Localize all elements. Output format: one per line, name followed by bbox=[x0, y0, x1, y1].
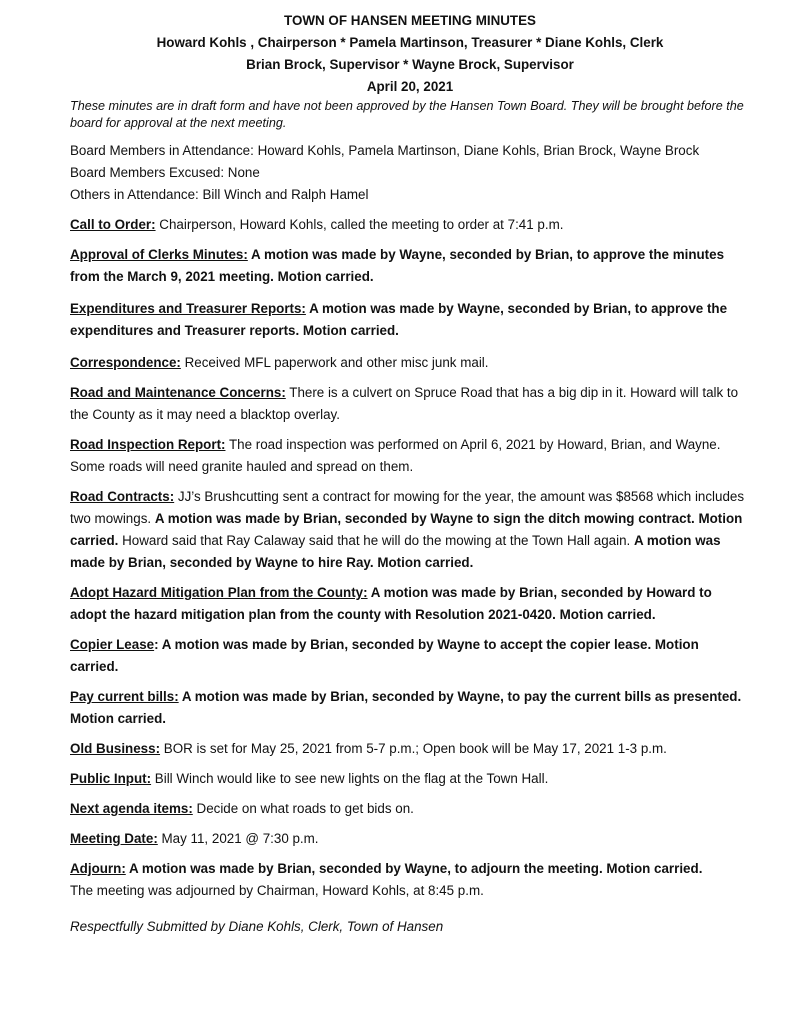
section-label: Call to Order: bbox=[70, 217, 156, 232]
section-road-maintenance bbox=[70, 382, 750, 426]
section-text: The road inspection was performed on April 6, 2021 by Howard, Brian, and Wayne. Some roads will need granite hauled and spread on them. bbox=[70, 437, 721, 474]
section-label: Road Inspection Report: bbox=[70, 437, 226, 452]
section-label: Road Contracts: bbox=[70, 489, 175, 504]
section-text: Received MFL paperwork and other misc junk mail. bbox=[180, 355, 489, 370]
officers-line-1: Howard Kohls , Chairperson * Pamela Martinson, Treasurer * Diane Kohls, Clerk bbox=[156, 35, 664, 50]
section-label: Road and Maintenance Concerns: bbox=[70, 385, 286, 400]
section-meeting-date bbox=[70, 828, 750, 850]
members-present: Board Members in Attendance: Howard Kohls, Pamela Martinson, Diane Kohls, Brian Brock, Wayne Brock bbox=[70, 143, 700, 158]
section-text: Bill Winch would like to see new lights on the flag at the Town Hall. bbox=[151, 771, 549, 786]
section-label: Adjourn: bbox=[70, 861, 126, 876]
section-label: Old Business: bbox=[70, 741, 161, 756]
section-label: Public Input: bbox=[70, 771, 152, 786]
signoff: Respectfully Submitted by Diane Kohls, Clerk, Town of Hansen bbox=[70, 919, 444, 934]
section-old-business bbox=[70, 738, 750, 760]
section-text: Chairperson, Howard Kohls, called the meeting to order at 7:41 p.m. bbox=[155, 217, 564, 232]
section-road-contracts bbox=[70, 486, 750, 574]
motion-text: A motion was made by Wayne, seconded by Brian, to approve the minutes from the March 9, 2021 meeting. Motion carried. bbox=[70, 247, 725, 284]
section-call-to-order bbox=[70, 214, 750, 236]
section-label: Copier Lease bbox=[70, 637, 155, 652]
members-excused: Board Members Excused: None bbox=[70, 165, 260, 180]
section-label: Next agenda items: bbox=[70, 801, 193, 816]
section-text: There is a culvert on Spruce Road that has a big dip in it. Howard will talk to the County as it may need a blacktop overlay. bbox=[70, 385, 739, 422]
section-label: Pay current bills: bbox=[70, 689, 179, 704]
section-label: Correspondence: bbox=[70, 355, 181, 370]
motion-text: A motion was made by Brian, seconded by Wayne to sign the ditch mowing contract. Motion carried. bbox=[70, 511, 743, 548]
section-text: BOR is set for May 25, 2021 from 5-7 p.m.; Open book will be May 17, 2021 1-3 p.m. bbox=[160, 741, 667, 756]
section-label: Approval of Clerks Minutes: bbox=[70, 247, 248, 262]
draft-disclaimer: These minutes are in draft form and have not been approved by the Hansen Town Board. They will be brought before the board for approval at the next meeting. bbox=[70, 99, 744, 130]
attendance-block bbox=[70, 140, 750, 206]
section-clerks-minutes bbox=[70, 244, 750, 288]
section-adjourn bbox=[70, 858, 750, 902]
officers-line-2: Brian Brock, Supervisor * Wayne Brock, Supervisor bbox=[246, 57, 574, 72]
document-title: TOWN OF HANSEN MEETING MINUTES bbox=[284, 13, 536, 28]
motion-text: : A motion was made by Brian, seconded by Wayne to accept the copier lease. Motion carried. bbox=[70, 637, 699, 674]
section-label: Expenditures and Treasurer Reports: bbox=[70, 301, 306, 316]
section-treasurer-reports bbox=[70, 298, 750, 342]
minutes-document bbox=[70, 10, 750, 938]
motion-text: A motion was made by Brian, seconded by Wayne to hire Ray. Motion carried. bbox=[70, 533, 721, 570]
section-correspondence bbox=[70, 352, 750, 374]
section-text: May 11, 2021 @ 7:30 p.m. bbox=[157, 831, 319, 846]
section-road-inspection bbox=[70, 434, 750, 478]
section-label: Adopt Hazard Mitigation Plan from the County: bbox=[70, 585, 368, 600]
section-label: Meeting Date: bbox=[70, 831, 158, 846]
section-pay-bills bbox=[70, 686, 750, 730]
section-next-agenda bbox=[70, 798, 750, 820]
motion-text: A motion was made by Wayne, seconded by Brian, to approve the expenditures and Treasurer reports. Motion carried. bbox=[70, 301, 728, 338]
motion-text: A motion was made by Brian, seconded by Howard to adopt the hazard mitigation plan from the county with Resolution 2021-0420. Motion carried. bbox=[70, 585, 712, 622]
section-public-input bbox=[70, 768, 750, 790]
section-text: Decide on what roads to get bids on. bbox=[192, 801, 414, 816]
adjourn-note: The meeting was adjourned by Chairman, Howard Kohls, at 8:45 p.m. bbox=[70, 883, 484, 898]
section-hazard-mitigation bbox=[70, 582, 750, 626]
section-text: JJ’s Brushcutting sent a contract for mowing for the year, the amount was $8568 which includes two mowings. bbox=[70, 489, 745, 526]
others-present: Others in Attendance: Bill Winch and Ralph Hamel bbox=[70, 187, 369, 202]
motion-text: A motion was made by Brian, seconded by Wayne, to adjourn the meeting. Motion carried. bbox=[125, 861, 703, 876]
section-copier-lease bbox=[70, 634, 750, 678]
meeting-date-heading: April 20, 2021 bbox=[366, 79, 454, 94]
motion-text: A motion was made by Brian, seconded by Wayne, to pay the current bills as presented. Motion carried. bbox=[70, 689, 742, 726]
section-text: Howard said that Ray Calaway said that he will do the mowing at the Town Hall again. bbox=[118, 533, 634, 548]
